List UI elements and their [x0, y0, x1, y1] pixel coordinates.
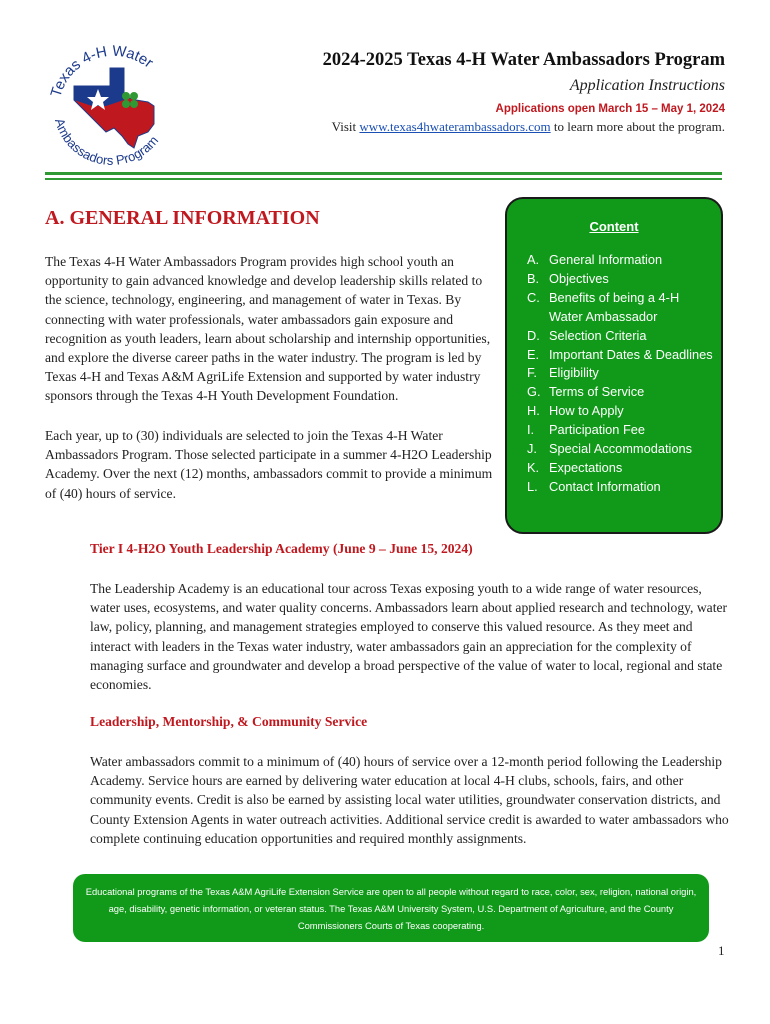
document-subtitle: Application Instructions [569, 77, 725, 94]
leadership-paragraph: Water ambassadors commit to a minimum of (40) hours of service over a 12-month period following the Leadership Academy. Service hours are earned by delivering water education at local 4-H clubs, schools, fairs, and other community events. Credit is also be earned by assisting local water utilities, groundwater conservation districts, and County Extension Agents in water outreach activities. Additional service credit is awarded to water ambassadors who complete continuing education opportunities and required monthly assignments. [90, 754, 729, 846]
contents-item-label: Selection Criteria [549, 327, 647, 343]
contents-heading: Content [589, 219, 639, 234]
program-logo [50, 40, 180, 170]
header-divider-thin [45, 178, 722, 180]
leadership-heading: Leadership, Mentorship, & Community Service [90, 714, 368, 729]
contents-item-label: Benefits of being a 4-H Water Ambassador [549, 289, 680, 324]
contents-item[interactable] [527, 327, 713, 346]
contents-item-letter: K. [527, 459, 540, 475]
contents-item[interactable] [527, 383, 713, 402]
contents-item[interactable] [527, 364, 713, 383]
document-header [323, 50, 725, 135]
nondiscrimination-notice: Educational programs of the Texas A&M AgriLife Extension Service are open to all people without regard to race, color, sex, religion, national origin, age, disability, genetic information, or veteran status. The Texas A&M University System, U.S. Department of Agriculture, and the County Commissioners Courts of Texas cooperating. [73, 874, 709, 942]
contents-item-letter: I. [527, 422, 535, 438]
contents-item-letter: B. [527, 270, 540, 286]
tier1-paragraph: The Leadership Academy is an educational tour across Texas exposing youth to a wide range of water resources, water uses, ecosystems, and water quality concerns. Ambassadors learn about applied research and technology, water law, policy, planning, and management strategies employed to conserve this valued resource. As they meet and interact with leaders in the Texas water industry, water ambassadors gain an appreciation for the complexity of managing surface and groundwater and develop a broad perspective of the value of water to local, regional and state economies. [90, 581, 728, 693]
contents-item-label: How to Apply [549, 403, 624, 419]
contents-item-letter: F. [527, 365, 537, 381]
application-dates: Applications open March 15 – May 1, 2024 [495, 103, 725, 115]
contents-item[interactable] [527, 459, 713, 478]
contents-item-label: Important Dates & Deadlines [549, 346, 713, 362]
contents-item-label: General Information [549, 252, 663, 267]
document-title: 2024-2025 Texas 4-H Water Ambassadors Program [322, 50, 725, 70]
contents-item[interactable] [527, 289, 713, 327]
contents-item-letter: J. [527, 441, 537, 457]
visit-prefix: Visit [331, 119, 360, 134]
website-link[interactable]: www.texas4hwaterambassadors.com [359, 119, 551, 134]
contents-item[interactable] [527, 270, 713, 289]
contents-item[interactable] [527, 478, 713, 497]
contents-box [505, 197, 723, 534]
section-a-paragraph-2: Each year, up to (30) individuals are selected to join the Texas 4-H Water Ambassadors Program. Those selected participate in a summer 4-H2O Leadership Academy. Over the next (12) months, ambassadors commit to provide a minimum of (40) hours of service. [45, 428, 493, 501]
contents-item-letter: A. [527, 252, 540, 267]
tier1-heading: Tier I 4-H2O Youth Leadership Academy (June 9 – June 15, 2024) [90, 541, 473, 556]
contents-item[interactable] [527, 440, 713, 459]
contents-item-label: Special Accommodations [549, 441, 692, 457]
contents-item-letter: C. [527, 289, 540, 305]
contents-item-letter: E. [527, 346, 540, 362]
contents-item-label: Eligibility [549, 365, 599, 381]
contents-item-label: Terms of Service [549, 384, 645, 400]
logo-arc-bottom: Ambassadors Program [51, 116, 162, 168]
logo-arc-top: exas 4-H Water [50, 42, 157, 93]
contents-item-letter: G. [527, 384, 541, 400]
contents-item-letter: L. [527, 478, 538, 494]
section-a-paragraph-1: The Texas 4-H Water Ambassadors Program provides high school youth an opportunity to gain advanced knowledge and develop leadership skills related to the science, technology, engineering, and management of water in Texas. By connecting with water professionals, water ambassadors gain exposure and recognition as youth leaders, learn about scholarship and internship opportunities, and explore the diverse career paths in the water industry. The program is led by Texas 4-H and Texas A&M AgriLife Extension and supported by water industry sponsors through the Texas 4-H Youth Development Foundation. [45, 254, 491, 404]
texas-4h-logo-graphic [50, 40, 180, 170]
header-divider-thick [45, 172, 722, 175]
visit-suffix: to learn more about the program. [550, 119, 725, 134]
page-number: 1 [718, 943, 725, 958]
contents-item-letter: D. [527, 327, 540, 343]
contents-item-label: Objectives [549, 270, 609, 286]
contents-item-label: Expectations [549, 459, 623, 475]
section-a-heading: A. GENERAL INFORMATION [45, 207, 320, 229]
contents-item-label: Participation Fee [549, 422, 646, 438]
contents-item[interactable] [527, 251, 713, 270]
contents-item[interactable] [527, 421, 713, 440]
contents-list [507, 251, 721, 497]
visit-line [323, 119, 725, 135]
contents-item[interactable] [527, 346, 713, 365]
contents-item-label: Contact Information [549, 478, 661, 494]
contents-item[interactable] [527, 402, 713, 421]
contents-item-letter: H. [527, 403, 540, 419]
